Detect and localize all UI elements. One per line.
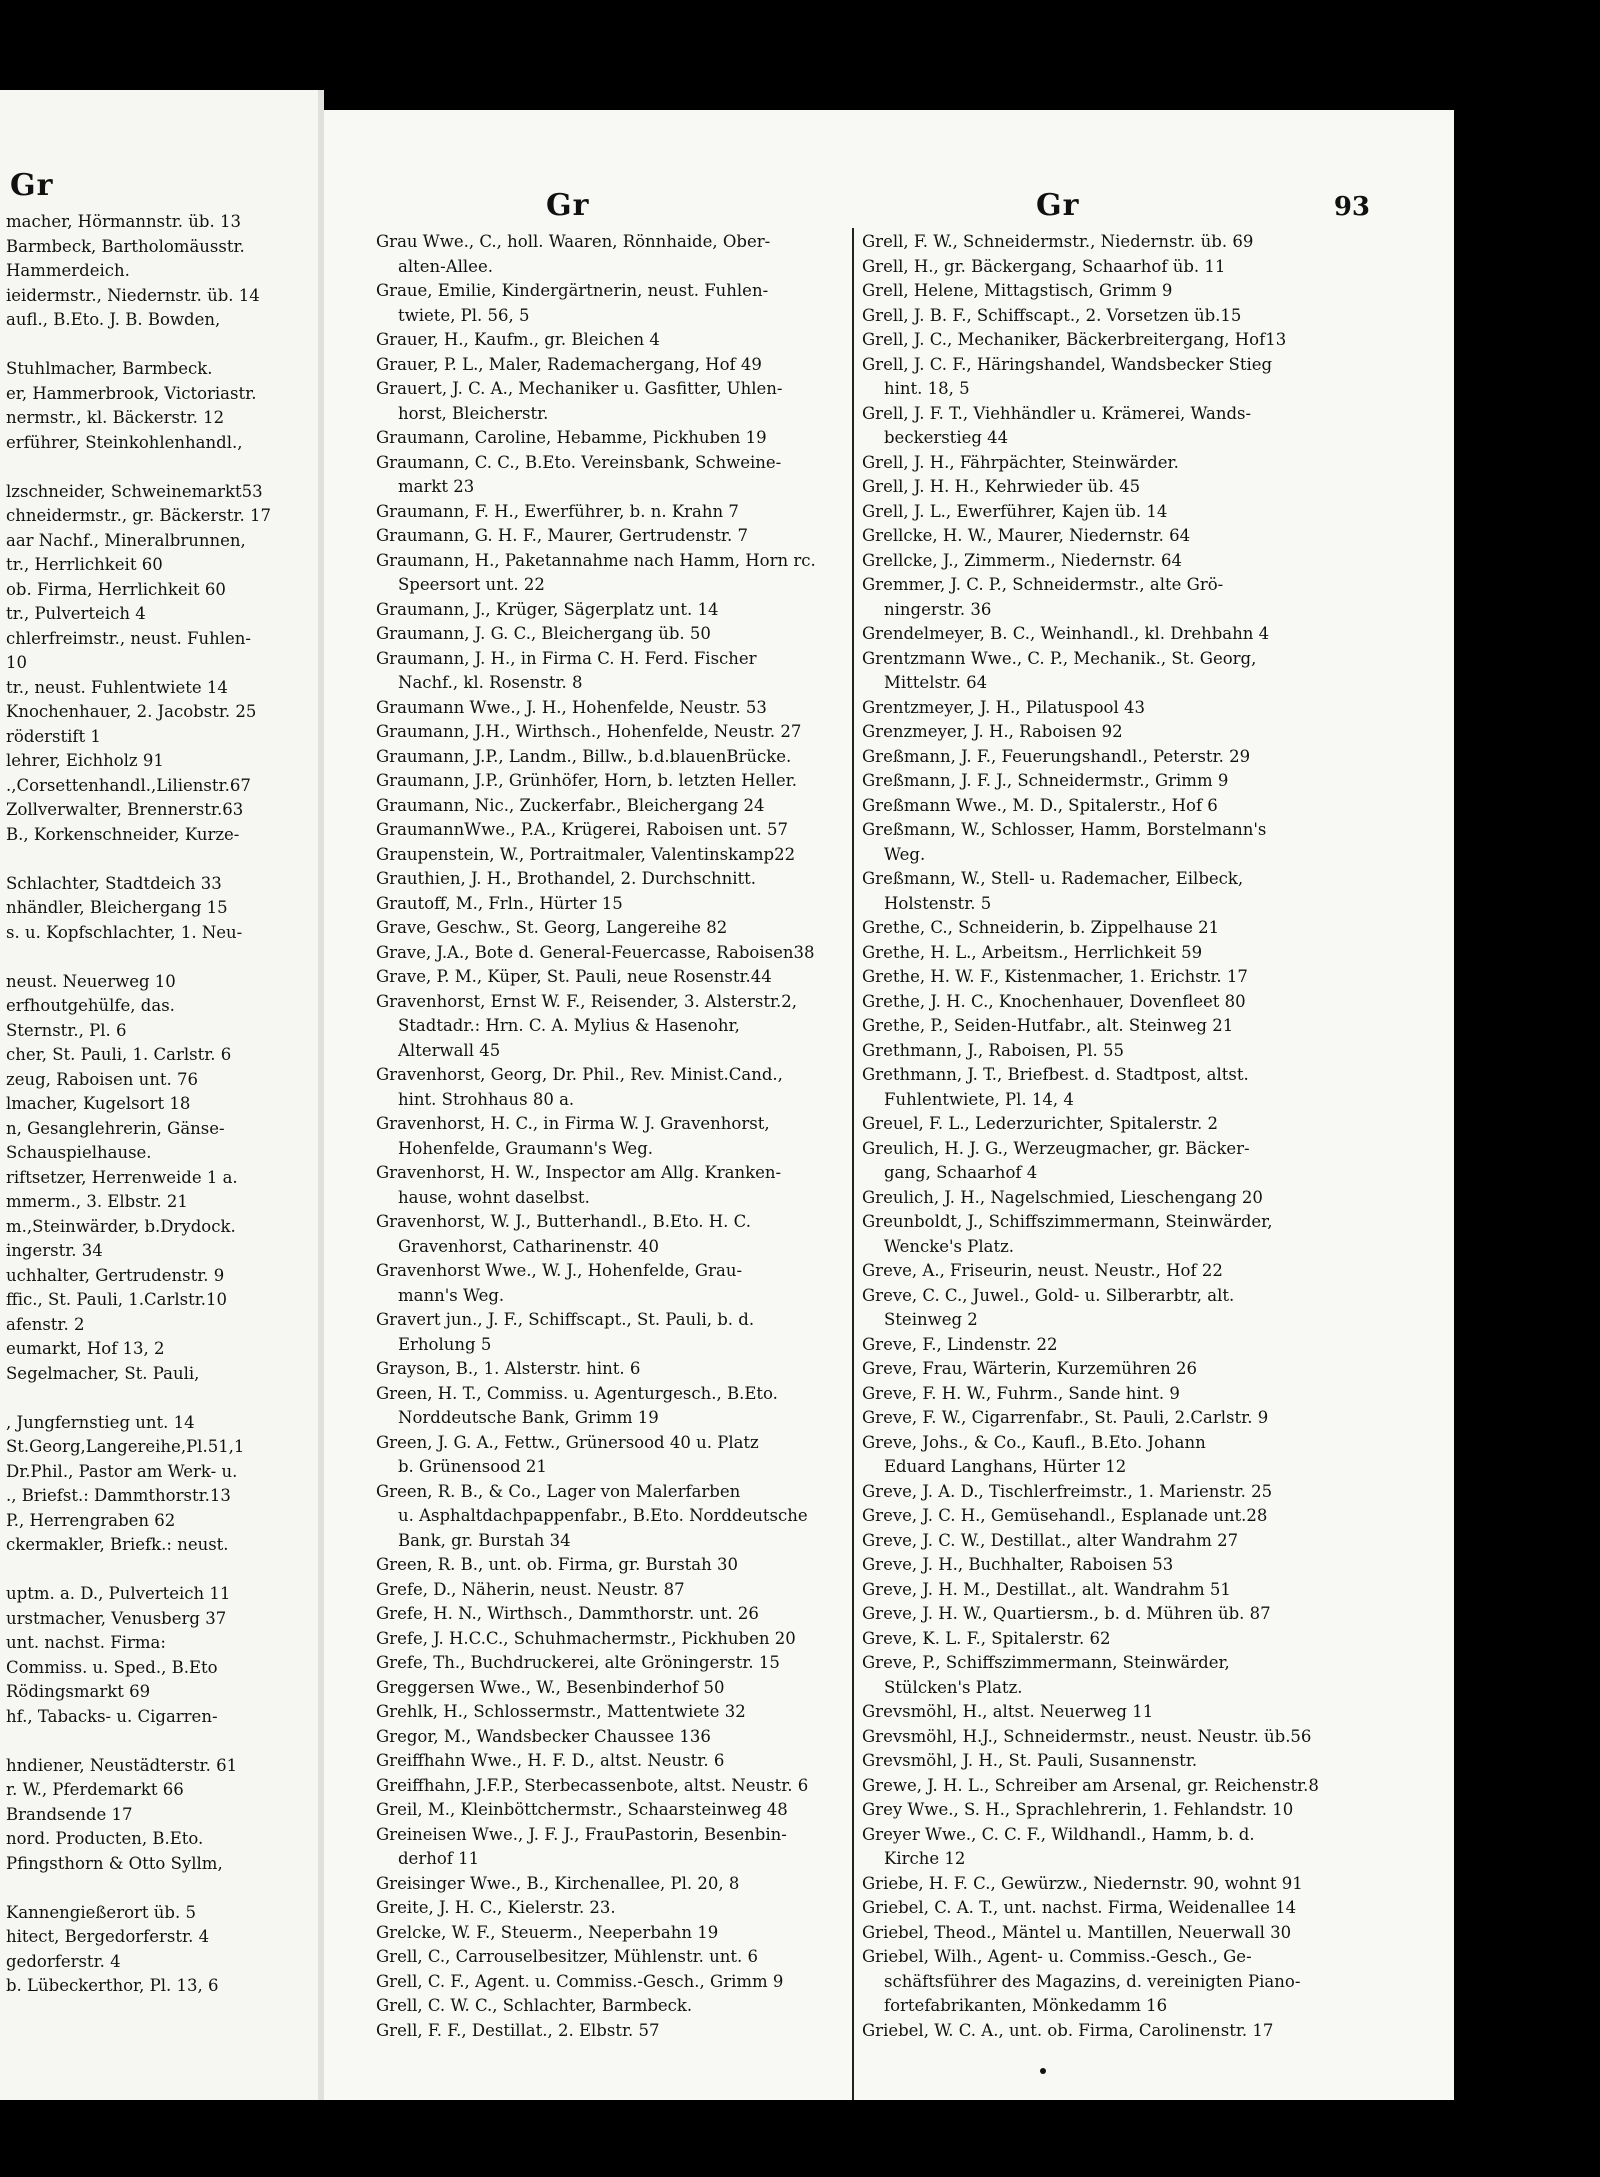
directory-entry-line: Gravenhorst, W. J., Butterhandl., B.Eto. H. C. (376, 1212, 751, 1231)
directory-entry-line: Weg. (884, 844, 926, 864)
directory-entry-line: Greve, J. C. W., Destillat., alter Wandrahm 27 (862, 1530, 1239, 1550)
directory-entry-line: derhof 11 (398, 1849, 480, 1868)
right-running-head-right: Gr (1036, 188, 1080, 223)
directory-entry-line: Griebel, Theod., Mäntel u. Mantillen, Neuerwall 30 (862, 1922, 1292, 1942)
directory-entry-line: Stuhlmacher, Barmbeck. (6, 359, 213, 378)
directory-entry-line: Greulich, J. H., Nagelschmied, Lieschengang 20 (862, 1187, 1263, 1207)
directory-entry-line: Griebe, H. F. C., Gewürzw., Niedernstr. 90, wohnt 91 (862, 1873, 1303, 1893)
page-number: 93 (1333, 192, 1370, 222)
directory-entry-line: ieidermstr., Niedernstr. üb. 14 (6, 285, 260, 305)
directory-entry-line: Greiffhahn, J.F.P., Sterbecassenbote, altst. Neustr. 6 (376, 1775, 809, 1795)
directory-entry-line: Segelmacher, St. Pauli, (6, 1363, 200, 1383)
directory-entry-line: Grauer, P. L., Maler, Rademachergang, Hof 49 (376, 354, 762, 374)
directory-entry-line: Greve, J. H., Buchhalter, Raboisen 53 (862, 1555, 1174, 1574)
directory-entry-line: zeug, Raboisen unt. 76 (6, 1069, 199, 1089)
directory-entry-line: röderstift 1 (6, 726, 101, 746)
directory-entry-line: hause, wohnt daselbst. (398, 1187, 590, 1207)
directory-entry-line: Greggersen Wwe., W., Besenbinderhof 50 (376, 1677, 725, 1697)
directory-entry-line: Grenzmeyer, J. H., Raboisen 92 (862, 722, 1123, 741)
directory-entry-line: Greite, J. H. C., Kielerstr. 23. (376, 1898, 616, 1917)
directory-entry-line: , Jungfernstieg unt. 14 (6, 1412, 195, 1432)
directory-entry-line: Greve, J. A. D., Tischlerfreimstr., 1. Marienstr. 25 (862, 1481, 1273, 1501)
directory-entry-line: Kannengießerort üb. 5 (6, 1902, 196, 1922)
directory-entry-line: lehrer, Eichholz 91 (6, 751, 164, 770)
directory-entry-line: Steinweg 2 (884, 1310, 978, 1329)
directory-entry-line: aar Nachf., Mineralbrunnen, (6, 530, 246, 550)
directory-entry-line: Greil, M., Kleinböttchermstr., Schaarsteinweg 48 (376, 1800, 788, 1819)
directory-entry-line: Griebel, C. A. T., unt. nachst. Firma, Weidenallee 14 (862, 1898, 1297, 1917)
directory-entry-line: Speersort unt. 22 (398, 575, 545, 594)
directory-entry-line: Grell, J. L., Ewerführer, Kajen üb. 14 (862, 501, 1168, 521)
directory-entry-line: Schauspielhause. (6, 1143, 152, 1162)
directory-entry-line: Grethe, H. L., Arbeitsm., Herrlichkeit 59 (862, 942, 1203, 962)
directory-entry-line: uchhalter, Gertrudenstr. 9 (6, 1265, 225, 1285)
directory-entry-line: Greineisen Wwe., J. F. J., FrauPastorin, Besenbin- (376, 1824, 787, 1844)
directory-entry-line: Stülcken's Platz. (884, 1677, 1023, 1697)
directory-entry-line: Hohenfelde, Graumann's Weg. (398, 1138, 654, 1158)
directory-entry-line: Grefe, D., Näherin, neust. Neustr. 87 (376, 1579, 685, 1599)
directory-column-2 (862, 230, 1342, 2043)
directory-entry-line: Grell, J. H. H., Kehrwieder üb. 45 (862, 477, 1141, 496)
directory-entry-line: Grefe, J. H.C.C., Schuhmachermstr., Pickhuben 20 (376, 1628, 796, 1648)
directory-entry-line: Greßmann, W., Schlosser, Hamm, Borstelmann's (862, 820, 1267, 839)
directory-entry-line: mann's Weg. (398, 1285, 505, 1305)
directory-entry-line: neust. Neuerweg 10 (6, 971, 176, 991)
directory-entry-line (6, 333, 306, 358)
directory-entry-line: Mittelstr. 64 (884, 673, 988, 692)
directory-entry-line: Greiffhahn Wwe., H. F. D., altst. Neustr. 6 (376, 1751, 725, 1770)
directory-entry-line: fortefabrikanten, Mönkedamm 16 (884, 1996, 1168, 2015)
directory-entry-line: mmerm., 3. Elbstr. 21 (6, 1192, 188, 1211)
directory-entry-line: Gravenhorst, Ernst W. F., Reisender, 3. Alsterstr.2, (376, 991, 798, 1011)
directory-entry-line: Grentzmeyer, J. H., Pilatuspool 43 (862, 697, 1145, 717)
directory-entry-line: Grethe, P., Seiden-Hutfabr., alt. Steinweg 21 (862, 1016, 1234, 1035)
directory-entry-line: Grell, C. W. C., Schlachter, Barmbeck. (376, 1996, 693, 2015)
directory-entry-line (6, 1876, 306, 1901)
directory-entry-line: Bank, gr. Burstah 34 (398, 1530, 571, 1550)
directory-entry-line: Grautoff, M., Frln., Hürter 15 (376, 893, 623, 913)
directory-entry-line: Grell, C., Carrouselbesitzer, Mühlenstr. unt. 6 (376, 1947, 759, 1966)
directory-entry-line: Grefe, H. N., Wirthsch., Dammthorstr. unt. 26 (376, 1604, 759, 1623)
directory-entry-line: Grendelmeyer, B. C., Weinhandl., kl. Drehbahn 4 (862, 624, 1270, 643)
directory-entry-line: Grauert, J. C. A., Mechaniker u. Gasfitter, Uhlen- (376, 379, 783, 398)
directory-entry-line: Grave, Geschw., St. Georg, Langereihe 82 (376, 918, 728, 937)
directory-entry-line: ckermakler, Briefk.: neust. (6, 1535, 229, 1554)
directory-entry-line: Greve, Johs., & Co., Kaufl., B.Eto. Johann (862, 1432, 1206, 1452)
directory-entry-line: tr., Herrlichkeit 60 (6, 555, 163, 574)
directory-entry-line: Grau Wwe., C., holl. Waaren, Rönnhaide, Ober- (376, 232, 771, 251)
directory-entry-line: Green, R. B., unt. ob. Firma, gr. Burstah 30 (376, 1555, 739, 1574)
directory-entry-line: Greßmann, J. F. J., Schneidermstr., Grimm 9 (862, 771, 1229, 790)
directory-entry-line (6, 1729, 306, 1754)
directory-entry-line: Eduard Langhans, Hürter 12 (884, 1457, 1127, 1476)
directory-entry-line: hf., Tabacks- u. Cigarren- (6, 1706, 218, 1726)
directory-entry-line: markt 23 (398, 477, 475, 496)
directory-entry-line: Grell, F. W., Schneidermstr., Niedernstr. üb. 69 (862, 232, 1254, 251)
directory-entry-line: Greuel, F. L., Lederzurichter, Spitalerstr. 2 (862, 1114, 1218, 1133)
directory-entry-line: Greve, F., Lindenstr. 22 (862, 1334, 1058, 1354)
directory-entry-line: Graumann Wwe., J. H., Hohenfelde, Neustr. 53 (376, 697, 767, 717)
directory-entry-line: ningerstr. 36 (884, 599, 992, 619)
directory-entry-line: Graupenstein, W., Portraitmaler, Valentinskamp22 (376, 844, 796, 864)
directory-entry-line: Stadtadr.: Hrn. C. A. Mylius & Hasenohr, (398, 1016, 740, 1035)
directory-entry-line: Greve, J. H. W., Quartiersm., b. d. Mühren üb. 87 (862, 1604, 1271, 1623)
directory-entry-line: Gravenhorst, H. W., Inspector am Allg. Kranken- (376, 1163, 782, 1182)
directory-entry-line: Graumann, Nic., Zuckerfabr., Bleichergang 24 (376, 795, 765, 815)
directory-entry-line: Graue, Emilie, Kindergärtnerin, neust. Fuhlen- (376, 281, 769, 300)
directory-entry-line: n, Gesanglehrerin, Gänse- (6, 1118, 225, 1138)
directory-entry-line: Grayson, B., 1. Alsterstr. hint. 6 (376, 1359, 641, 1378)
directory-entry-line: Greve, J. H. M., Destillat., alt. Wandrahm 51 (862, 1579, 1231, 1599)
directory-entry-line: nermstr., kl. Bäckerstr. 12 (6, 408, 225, 427)
directory-entry-line: Grevsmöhl, H.J., Schneidermstr., neust. Neustr. üb.56 (862, 1726, 1312, 1746)
directory-entry-line: Wencke's Platz. (884, 1236, 1015, 1256)
directory-entry-line: St.Georg,Langereihe,Pl.51,1 (6, 1437, 245, 1456)
directory-entry-line: Green, H. T., Commiss. u. Agenturgesch., B.Eto. (376, 1383, 778, 1403)
right-running-head-left: Gr (546, 188, 590, 223)
directory-entry-line: u. Asphaltdachpappenfabr., B.Eto. Norddeutsche (398, 1506, 808, 1525)
directory-entry-line: Green, J. G. A., Fettw., Grünersood 40 u. Platz (376, 1432, 759, 1452)
directory-entry-line: Zollverwalter, Brennerstr.63 (6, 800, 244, 819)
directory-entry-line: twiete, Pl. 56, 5 (398, 305, 530, 325)
directory-entry-line: Holstenstr. 5 (884, 893, 992, 913)
directory-entry-line: afenstr. 2 (6, 1314, 85, 1334)
directory-entry-line: m.,Steinwärder, b.Drydock. (6, 1216, 236, 1236)
left-page (0, 90, 318, 2100)
directory-entry-line: Graumann, J. H., in Firma C. H. Ferd. Fischer (376, 648, 757, 668)
directory-entry-line: s. u. Kopfschlachter, 1. Neu- (6, 922, 243, 942)
directory-entry-line: chneidermstr., gr. Bäckerstr. 17 (6, 506, 271, 525)
directory-entry-line: Greyer Wwe., C. C. F., Wildhandl., Hamm, b. d. (862, 1824, 1255, 1844)
directory-entry-line: Greve, P., Schiffszimmermann, Steinwärder, (862, 1653, 1230, 1672)
directory-entry-line: Graumann, J.P., Grünhöfer, Horn, b. letzten Heller. (376, 771, 797, 790)
directory-entry-line: b. Lübeckerthor, Pl. 13, 6 (6, 1976, 219, 1995)
directory-entry-line: Greßmann, J. F., Feuerungshandl., Peterstr. 29 (862, 746, 1251, 766)
directory-entry-line: Gravenhorst Wwe., W. J., Hohenfelde, Grau- (376, 1261, 743, 1280)
directory-entry-line: beckerstieg 44 (884, 428, 1009, 447)
directory-entry-line: Grellcke, J., Zimmerm., Niedernstr. 64 (862, 550, 1182, 570)
directory-entry-line: erführer, Steinkohlenhandl., (6, 432, 243, 452)
directory-entry-line: Barmbeck, Bartholomäusstr. (6, 236, 245, 256)
directory-entry-line: alten-Allee. (398, 256, 493, 276)
directory-entry-line: Grell, F. F., Destillat., 2. Elbstr. 57 (376, 2020, 660, 2040)
directory-entry-line: Grauer, H., Kaufm., gr. Bleichen 4 (376, 330, 660, 349)
directory-entry-line: Rödingsmarkt 69 (6, 1682, 151, 1701)
directory-entry-line: ingerstr. 34 (6, 1241, 103, 1260)
directory-entry-line: GraumannWwe., P.A., Krügerei, Raboisen unt. 57 (376, 820, 788, 839)
directory-entry-line: schäftsführer des Magazins, d. vereinigten Piano- (884, 1971, 1301, 1991)
left-running-head: Gr (10, 168, 54, 203)
directory-entry-line: Grelcke, W. F., Steuerm., Neeperbahn 19 (376, 1922, 719, 1942)
directory-entry-line: Kirche 12 (884, 1849, 966, 1868)
directory-entry-line: Grewe, J. H. L., Schreiber am Arsenal, gr. Reichenstr.8 (862, 1775, 1319, 1795)
directory-entry-line: aufl., B.Eto. J. B. Bowden, (6, 310, 221, 329)
directory-entry-line: Graumann, Caroline, Hebamme, Pickhuben 19 (376, 428, 767, 447)
directory-entry-line: uptm. a. D., Pulverteich 11 (6, 1584, 231, 1603)
directory-entry-line: Grell, Helene, Mittagstisch, Grimm 9 (862, 281, 1173, 300)
directory-entry-line: Grauthien, J. H., Brothandel, 2. Durchschnitt. (376, 869, 756, 888)
directory-entry-line: Gremmer, J. C. P., Schneidermstr., alte Grö- (862, 575, 1224, 594)
directory-entry-line: Dr.Phil., Pastor am Werk- u. (6, 1461, 238, 1481)
directory-entry-line: Gravenhorst, H. C., in Firma W. J. Gravenhorst, (376, 1114, 770, 1133)
directory-entry-line: Hammerdeich. (6, 261, 130, 280)
directory-entry-line: Greunboldt, J., Schiffszimmermann, Steinwärder, (862, 1212, 1273, 1231)
directory-entry-line: Gravenhorst, Catharinenstr. 40 (398, 1236, 660, 1256)
directory-entry-line: nord. Producten, B.Eto. (6, 1829, 204, 1848)
directory-entry-line: gedorferstr. 4 (6, 1951, 121, 1971)
directory-entry-line: Grellcke, H. W., Maurer, Niedernstr. 64 (862, 526, 1191, 545)
directory-entry-line: Graumann, J., Krüger, Sägerplatz unt. 14 (376, 599, 719, 619)
directory-entry-line: Grave, P. M., Küper, St. Pauli, neue Rosenstr.44 (376, 967, 772, 986)
directory-entry-line: Commiss. u. Sped., B.Eto (6, 1657, 218, 1677)
directory-entry-line: Grethe, H. W. F., Kistenmacher, 1. Erichstr. 17 (862, 967, 1248, 986)
directory-entry-line: Grevsmöhl, J. H., St. Pauli, Susannenstr. (862, 1751, 1198, 1770)
directory-entry-line: Schlachter, Stadtdeich 33 (6, 873, 222, 893)
directory-entry-line: ob. Firma, Herrlichkeit 60 (6, 579, 226, 599)
directory-entry-line: erfhoutgehülfe, das. (6, 996, 175, 1015)
directory-entry-line: Grethe, J. H. C., Knochenhauer, Dovenfleet 80 (862, 991, 1246, 1011)
directory-entry-line: Greve, Frau, Wärterin, Kurzemühren 26 (862, 1359, 1197, 1378)
directory-entry-line: Grethmann, J., Raboisen, Pl. 55 (862, 1040, 1125, 1060)
directory-entry-line (6, 455, 306, 480)
left-page-column (6, 210, 306, 1999)
directory-entry-line: horst, Bleicherstr. (398, 403, 549, 423)
directory-entry-line: b. Grünensood 21 (398, 1457, 547, 1476)
directory-entry-line: ., Briefst.: Dammthorstr.13 (6, 1486, 231, 1505)
directory-entry-line: Gravenhorst, Georg, Dr. Phil., Rev. Minist.Cand., (376, 1065, 783, 1084)
directory-entry-line: Greßmann Wwe., M. D., Spitalerstr., Hof 6 (862, 795, 1218, 815)
directory-entry-line: Greulich, H. J. G., Werzeugmacher, gr. Bäcker- (862, 1138, 1250, 1158)
directory-column-1 (376, 230, 842, 2043)
directory-entry-line: Grell, H., gr. Bäckergang, Schaarhof üb. 11 (862, 256, 1226, 276)
directory-entry-line: Greve, K. L. F., Spitalerstr. 62 (862, 1628, 1111, 1648)
directory-entry-line (6, 945, 306, 970)
directory-entry-line: Greßmann, W., Stell- u. Rademacher, Eilbeck, (862, 869, 1244, 888)
directory-entry-line (6, 847, 306, 872)
directory-entry-line: Grell, J. B. F., Schiffscapt., 2. Vorsetzen üb.15 (862, 305, 1242, 325)
directory-entry-line: Green, R. B., & Co., Lager von Malerfarben (376, 1481, 741, 1501)
directory-entry-line: eumarkt, Hof 13, 2 (6, 1339, 165, 1358)
directory-entry-line (6, 1386, 306, 1411)
directory-entry-line: Grethmann, J. T., Briefbest. d. Stadtpost, altst. (862, 1065, 1249, 1084)
directory-entry-line: Grethe, C., Schneiderin, b. Zippelhause 21 (862, 918, 1220, 937)
directory-entry-line: Greve, A., Friseurin, neust. Neustr., Hof 22 (862, 1261, 1223, 1280)
directory-entry-line: urstmacher, Venusberg 37 (6, 1608, 227, 1628)
directory-entry-line: cher, St. Pauli, 1. Carlstr. 6 (6, 1045, 232, 1064)
directory-entry-line: Sternstr., Pl. 6 (6, 1020, 127, 1040)
directory-entry-line: Grell, J. H., Fährpächter, Steinwärder. (862, 452, 1179, 472)
directory-entry-line: Grave, J.A., Bote d. General-Feuercasse, Raboisen38 (376, 942, 815, 962)
directory-entry-line: Brandsende 17 (6, 1804, 133, 1824)
directory-entry-line: macher, Hörmannstr. üb. 13 (6, 212, 241, 231)
directory-entry-line: Norddeutsche Bank, Grimm 19 (398, 1408, 659, 1427)
directory-entry-line: nhändler, Bleichergang 15 (6, 898, 228, 917)
ink-speck (1040, 2068, 1046, 2074)
directory-entry-line: Pfingsthorn & Otto Syllm, (6, 1853, 223, 1873)
directory-entry-line: Alterwall 45 (398, 1040, 501, 1060)
directory-entry-line: Graumann, J.H., Wirthsch., Hohenfelde, Neustr. 27 (376, 722, 802, 741)
directory-entry-line (6, 1558, 306, 1583)
directory-entry-line: Griebel, Wilh., Agent- u. Commiss.-Gesch., Ge- (862, 1947, 1252, 1966)
directory-entry-line: er, Hammerbrook, Victoriastr. (6, 383, 257, 403)
directory-entry-line: Fuhlentwiete, Pl. 14, 4 (884, 1089, 1074, 1109)
directory-entry-line: 10 (6, 653, 27, 672)
directory-entry-line: Grey Wwe., S. H., Sprachlehrerin, 1. Fehlandstr. 10 (862, 1800, 1294, 1819)
directory-entry-line: Greve, F. W., Cigarrenfabr., St. Pauli, 2.Carlstr. 9 (862, 1408, 1269, 1427)
directory-entry-line: Grell, J. C., Mechaniker, Bäckerbreitergang, Hof13 (862, 330, 1287, 349)
directory-entry-line: Greve, C. C., Juwel., Gold- u. Silberarbtr, alt. (862, 1285, 1235, 1305)
directory-entry-line: Grell, J. F. T., Viehhändler u. Krämerei, Wands- (862, 403, 1252, 423)
directory-entry-line: tr., Pulverteich 4 (6, 604, 146, 623)
directory-entry-line: Greve, F. H. W., Fuhrm., Sande hint. 9 (862, 1383, 1180, 1403)
directory-entry-line: Knochenhauer, 2. Jacobstr. 25 (6, 702, 257, 721)
directory-entry-line: Graumann, F. H., Ewerführer, b. n. Krahn 7 (376, 501, 739, 521)
directory-entry-line: Grell, C. F., Agent. u. Commiss.-Gesch., Grimm 9 (376, 1971, 784, 1991)
directory-entry-line: Greisinger Wwe., B., Kirchenallee, Pl. 20, 8 (376, 1873, 740, 1893)
directory-entry-line: hitect, Bergedorferstr. 4 (6, 1927, 210, 1946)
directory-entry-line: ffic., St. Pauli, 1.Carlstr.10 (6, 1290, 228, 1309)
directory-entry-line: lmacher, Kugelsort 18 (6, 1094, 191, 1113)
directory-entry-line: Nachf., kl. Rosenstr. 8 (398, 673, 583, 692)
directory-entry-line: Gregor, M., Wandsbecker Chaussee 136 (376, 1726, 711, 1746)
directory-entry-line: tr., neust. Fuhlentwiete 14 (6, 677, 228, 697)
directory-entry-line: Erholung 5 (398, 1334, 492, 1354)
directory-entry-line: chlerfreimstr., neust. Fuhlen- (6, 628, 251, 648)
directory-entry-line: .,Corsettenhandl.,Lilienstr.67 (6, 775, 251, 795)
directory-entry-line: r. W., Pferdemarkt 66 (6, 1780, 184, 1799)
directory-entry-line: gang, Schaarhof 4 (884, 1163, 1038, 1182)
directory-entry-line: hint. 18, 5 (884, 379, 970, 398)
directory-entry-line: hint. Strohhaus 80 a. (398, 1089, 575, 1109)
directory-entry-line: Grehlk, H., Schlossermstr., Mattentwiete 32 (376, 1702, 746, 1721)
directory-entry-line: P., Herrengraben 62 (6, 1510, 176, 1530)
directory-entry-line: lzschneider, Schweinemarkt53 (6, 481, 263, 501)
directory-entry-line: riftsetzer, Herrenweide 1 a. (6, 1167, 238, 1187)
directory-entry-line: Graumann, H., Paketannahme nach Hamm, Horn rc. (376, 550, 816, 570)
column-divider (852, 228, 854, 2100)
directory-entry-line: Graumann, J. G. C., Bleichergang üb. 50 (376, 624, 711, 643)
directory-entry-line: B., Korkenschneider, Kurze- (6, 824, 240, 844)
directory-entry-line: Graumann, G. H. F., Maurer, Gertrudenstr. 7 (376, 526, 748, 545)
directory-entry-line: Graumann, J.P., Landm., Billw., b.d.blauenBrücke. (376, 746, 792, 766)
directory-entry-line: Graumann, C. C., B.Eto. Vereinsbank, Schweine- (376, 452, 782, 472)
directory-entry-line: Grell, J. C. F., Häringshandel, Wandsbecker Stieg (862, 354, 1273, 374)
directory-entry-line: Grefe, Th., Buchdruckerei, alte Gröningerstr. 15 (376, 1653, 780, 1672)
directory-entry-line: Gravert jun., J. F., Schiffscapt., St. Pauli, b. d. (376, 1310, 755, 1329)
directory-entry-line: Grevsmöhl, H., altst. Neuerweg 11 (862, 1702, 1154, 1721)
directory-entry-line: Grentzmann Wwe., C. P., Mechanik., St. Georg, (862, 648, 1257, 668)
right-page (324, 110, 1454, 2100)
directory-entry-line: unt. nachst. Firma: (6, 1633, 166, 1652)
directory-entry-line: Greve, J. C. H., Gemüsehandl., Esplanade unt.28 (862, 1506, 1268, 1525)
directory-entry-line: Griebel, W. C. A., unt. ob. Firma, Carolinenstr. 17 (862, 2020, 1274, 2040)
directory-entry-line: hndiener, Neustädterstr. 61 (6, 1755, 238, 1775)
